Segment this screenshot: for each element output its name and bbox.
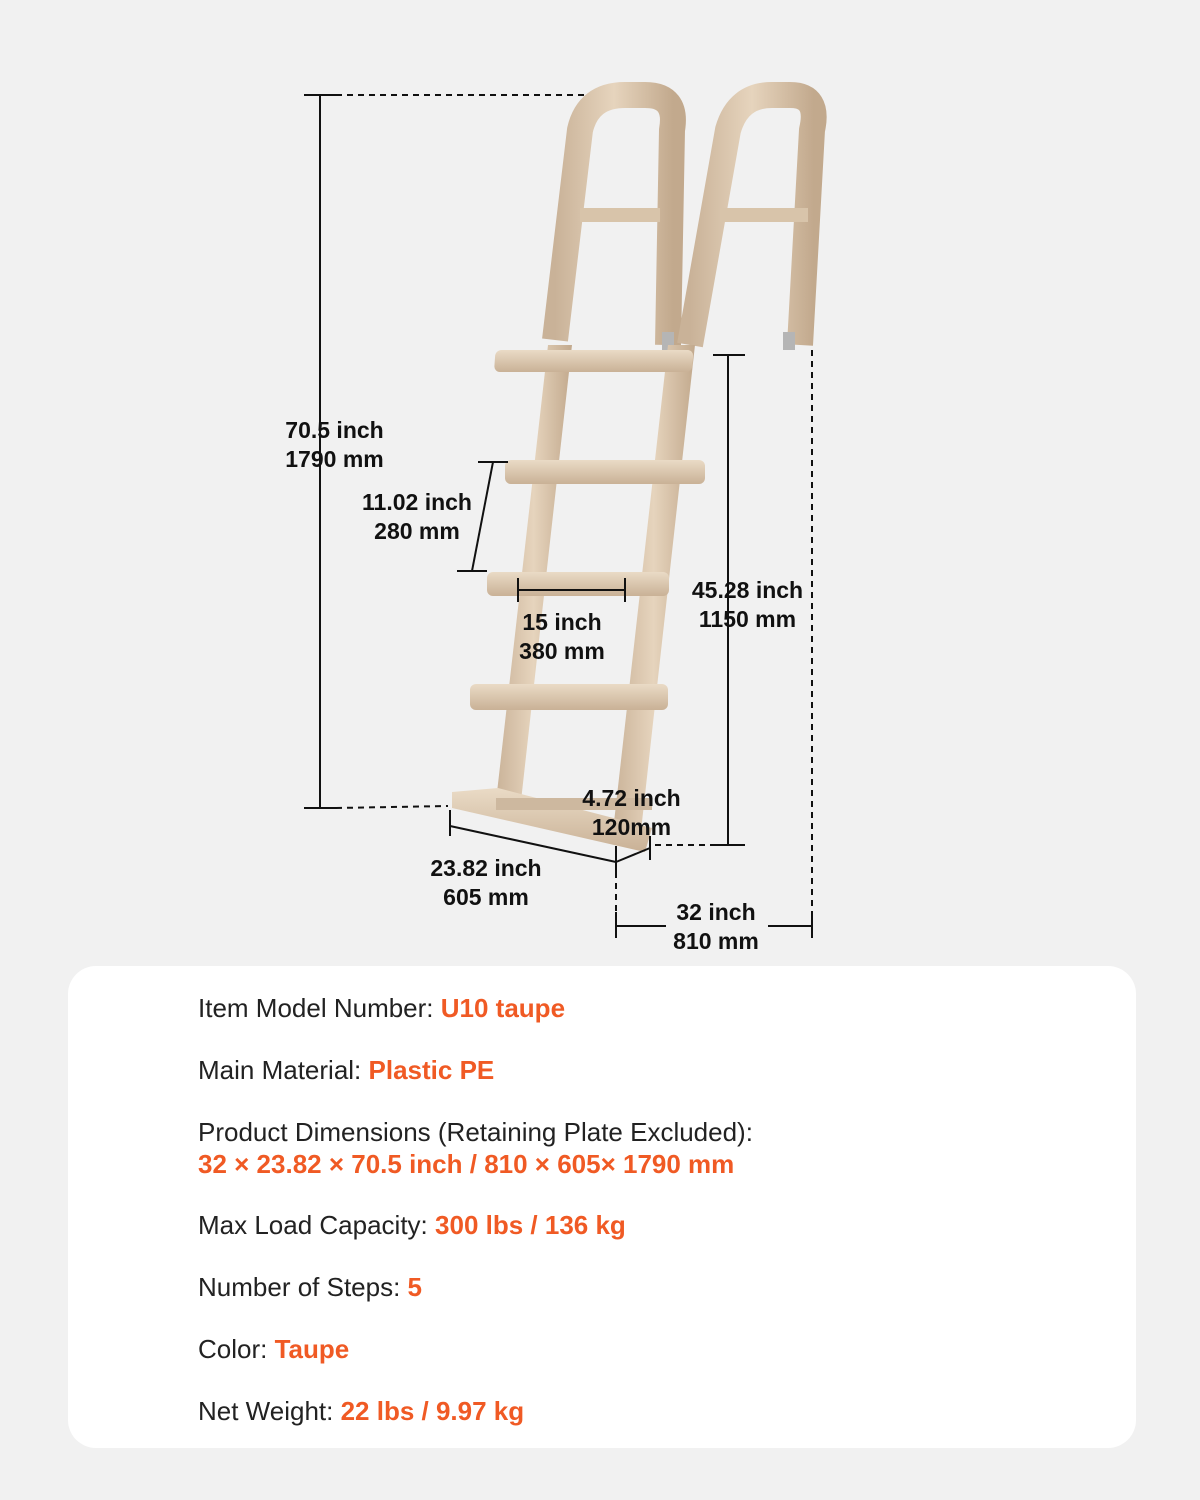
spec-color: Color: Taupe: [198, 1334, 350, 1364]
right-handrail: [690, 95, 814, 345]
dimension-label-step-width: 15 inch 380 mm: [519, 609, 605, 664]
spec-model: Item Model Number: U10 taupe: [198, 993, 566, 1023]
dimension-label-foot-depth: 4.72 inch 120mm: [582, 785, 681, 840]
spec-weight: Net Weight: 22 lbs / 9.97 kg: [198, 1396, 525, 1426]
dimension-label-depth: 32 inch 810 mm: [673, 899, 759, 954]
dimension-label-height: 70.5 inch 1790 mm: [285, 417, 384, 472]
spec-dimensions: Product Dimensions (Retaining Plate Excluded): 32 × 23.82 × 70.5 inch / 810 × 605× 1790 mm: [198, 1117, 753, 1179]
left-handrail: [555, 95, 673, 345]
specs-card: [68, 966, 1136, 1448]
dimension-label-step-spacing: 11.02 inch 280 mm: [362, 489, 472, 544]
spec-material: Main Material: Plastic PE: [198, 1055, 495, 1085]
spec-steps: Number of Steps: 5: [198, 1272, 423, 1302]
dimension-label-base-width: 23.82 inch 605 mm: [430, 855, 542, 910]
dimension-label-upper-height: 45.28 inch 1150 mm: [691, 577, 804, 632]
spec-load: Max Load Capacity: 300 lbs / 136 kg: [198, 1210, 626, 1240]
rail-pin: [783, 332, 795, 350]
